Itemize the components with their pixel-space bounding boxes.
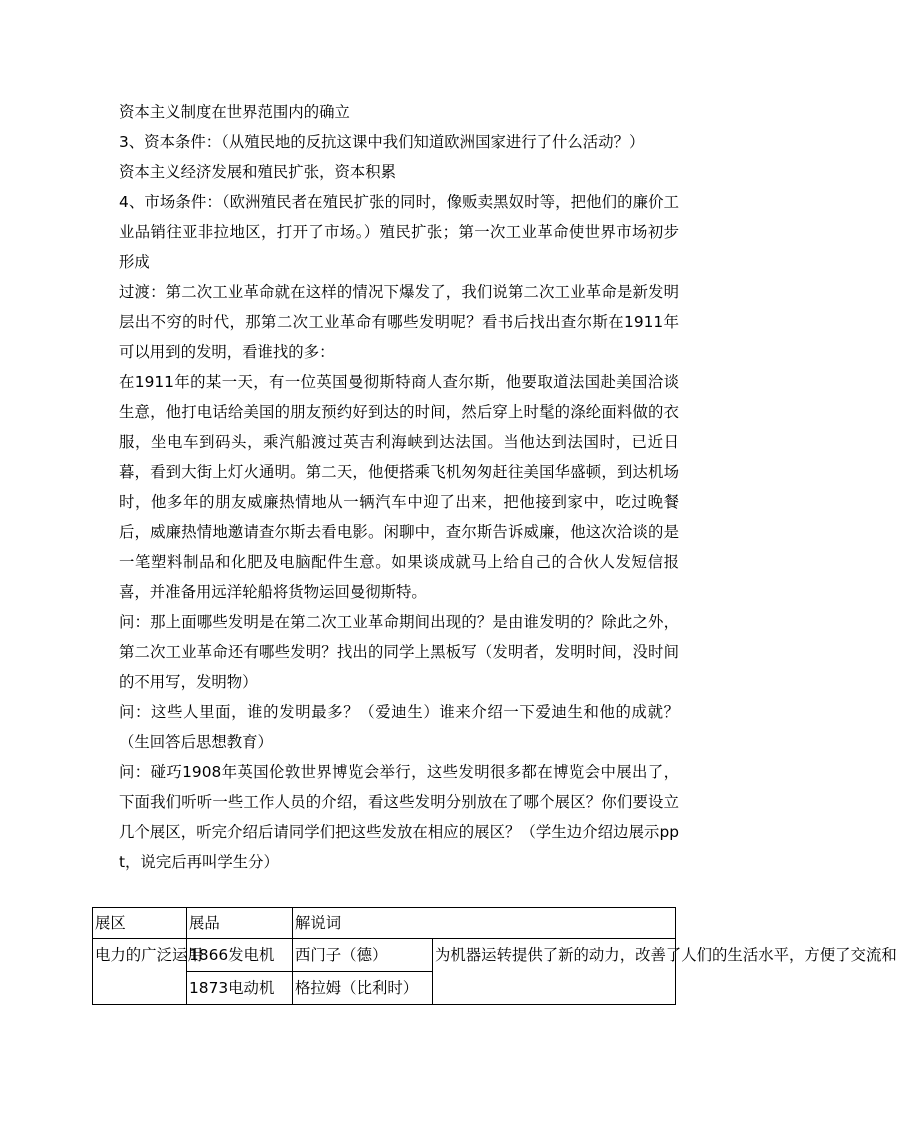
header-exhibit: 展品 bbox=[187, 908, 293, 939]
exhibit-cell: 1873电动机 bbox=[187, 972, 293, 1005]
paragraph-capitalism-established: 资本主义制度在世界范围内的确立 bbox=[119, 103, 350, 121]
inventor-cell: 格拉姆（比利时） bbox=[293, 972, 433, 1005]
paragraph-capital-answer: 资本主义经济发展和殖民扩张，资本积累 bbox=[119, 163, 397, 181]
document-body bbox=[119, 97, 679, 877]
exhibit-cell: 1866发电机 bbox=[187, 939, 293, 972]
paragraph-capital-condition: 3、资本条件：（从殖民地的反抗这课中我们知道欧洲国家进行了什么活动？） bbox=[119, 133, 645, 151]
zone-cell: 电力的广泛运用 bbox=[93, 939, 187, 1005]
paragraph-question-inventions: 问：那上面哪些发明是在第二次工业革命期间出现的？是由谁发明的？除此之外，第二次工业革命还有哪些发明？找出的同学上黑板写（发明者，发明时间，没时间的不用写，发明物） bbox=[119, 613, 679, 691]
inventor-cell: 西门子（德） bbox=[293, 939, 433, 972]
paragraph-question-edison: 问：这些人里面，谁的发明最多？（爱迪生）谁来介绍一下爱迪生和他的成就？（生回答后思想教育） bbox=[119, 703, 679, 751]
exhibit-table bbox=[92, 907, 897, 1005]
table-row bbox=[93, 939, 676, 972]
commentary-cell: 为机器运转提供了新的动力，改善了人们的生活水平，方便了交流和 bbox=[433, 939, 676, 1005]
table-header-row bbox=[93, 908, 676, 939]
paragraph-charles-story: 在1911年的某一天，有一位英国曼彻斯特商人查尔斯，他要取道法国赴美国洽谈生意，他打电话给美国的朋友预约好到达的时间，然后穿上时髦的涤纶面料做的衣服，坐电车到码头，乘汽船渡过英吉利海峡到达法国。当他达到法国时，已近日暮，看到大街上灯火通明。第二天，他便搭乘飞机匆匆赶往美国华盛顿，到达机场时，他多年的朋友威廉热情地从一辆汽车中迎了出来，把他接到家中，吃过晚餐后，威廉热情地邀请查尔斯去看电影。闲聊中，查尔斯告诉威廉，他这次洽谈的是一笔塑料制品和化肥及电脑配件生意。如果谈成就马上给自己的合伙人发短信报喜，并准备用远洋轮船将货物运回曼彻斯特。 bbox=[119, 373, 679, 601]
header-commentary: 解说词 bbox=[293, 908, 676, 939]
paragraph-question-expo: 问：碰巧1908年英国伦敦世界博览会举行，这些发明很多都在博览会中展出了，下面我们听听一些工作人员的介绍，看这些发明分别放在了哪个展区？你们要设立几个展区，听完介绍后请同学们把这些发放在相应的展区？（学生边介绍边展示ppt，说完后再叫学生分） bbox=[119, 763, 679, 871]
paragraph-transition: 过渡：第二次工业革命就在这样的情况下爆发了，我们说第二次工业革命是新发明层出不穷的时代，那第二次工业革命有哪些发明呢？看书后找出查尔斯在1911年可以用到的发明，看谁找的多： bbox=[119, 283, 679, 361]
paragraph-market-condition: 4、市场条件：（欧洲殖民者在殖民扩张的同时，像贩卖黑奴时等，把他们的廉价工业品销往亚非拉地区，打开了市场。）殖民扩张；第一次工业革命使世界市场初步形成 bbox=[119, 193, 679, 271]
header-zone: 展区 bbox=[93, 908, 187, 939]
